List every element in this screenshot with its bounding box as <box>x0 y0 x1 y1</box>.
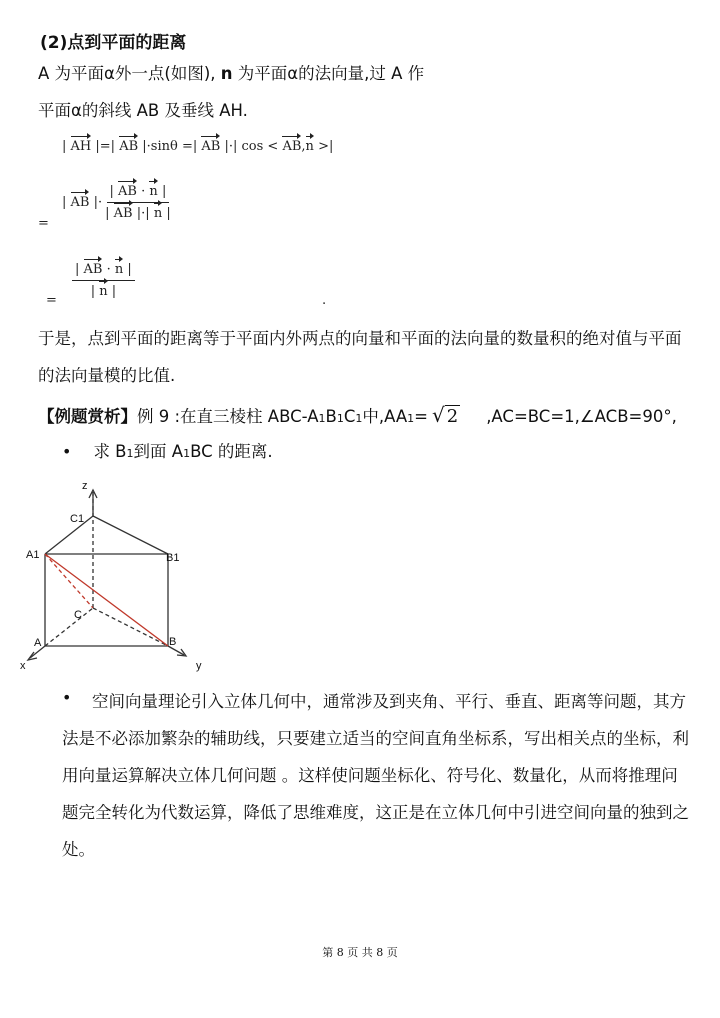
edge-ac-hidden <box>45 608 93 646</box>
label-z: z <box>82 480 88 492</box>
label-a: A <box>34 637 42 649</box>
ex-text: ,AC=BC=1,∠ACB=90°, <box>486 407 677 426</box>
vec-ab: AB <box>118 184 137 199</box>
question-line <box>62 444 273 461</box>
vec-n: n <box>149 184 158 199</box>
f1-end: >| <box>318 139 334 154</box>
closing-line: 处。 <box>62 840 95 859</box>
ex-text: 中,AA <box>362 407 408 426</box>
line-a1c <box>45 554 93 608</box>
label-c: C <box>74 609 82 621</box>
vec-n: n <box>305 139 314 154</box>
ex-text: C <box>343 407 356 426</box>
q-text: 到面 A <box>133 442 184 461</box>
f3-denominator: | n | <box>90 284 117 299</box>
closing-line: 法是不必添加繁杂的辅助线，只要建立适当的空间直角坐标系，写出相关点的坐标，利 <box>62 729 689 748</box>
edge-cb-hidden <box>93 608 168 646</box>
closing-bullet: • <box>62 688 72 707</box>
section-title: (2)点到平面的距离 <box>40 33 187 53</box>
f1-mid3: |·| cos < <box>224 139 279 154</box>
intro-line-1-post: 为平面α的法向量,过 A 作 <box>232 64 425 83</box>
vec-ab: AB <box>70 195 90 210</box>
sqrt-value: 2 <box>446 406 459 427</box>
formula-3 <box>72 262 135 299</box>
ex-text: 例 9 :在直三棱柱 ABC-A <box>137 407 319 426</box>
formula-3-period: . <box>322 293 327 308</box>
edge-a1c1 <box>45 516 93 554</box>
vec-n: n <box>114 262 124 277</box>
bullet: • <box>62 442 72 461</box>
vec-ab: AB <box>282 139 302 154</box>
normal-vector-n: n <box>220 64 233 83</box>
example-line <box>38 405 677 426</box>
conclusion-line-2: 的法向量模的比值. <box>38 366 176 385</box>
q-sub: 1 <box>183 447 191 460</box>
prism-figure <box>0 470 240 680</box>
vec-ah: AH <box>70 139 92 154</box>
vec-ab: AB <box>119 139 139 154</box>
sqrt-symbol: √ <box>431 403 445 427</box>
label-b: B <box>169 636 177 648</box>
page-footer: 第 8 页 共 8 页 <box>322 946 398 959</box>
f1-bar: | <box>62 139 67 154</box>
formula-2 <box>62 184 174 221</box>
conclusion-line-1: 于是，点到平面的距离等于平面内外两点的向量和平面的法向量的数量积的绝对值与平面 <box>38 329 682 348</box>
vec-n: n <box>99 284 108 299</box>
edge-c1b1 <box>93 516 168 554</box>
label-x: x <box>20 660 26 672</box>
intro-line-1 <box>38 66 424 83</box>
intro-line-1-pre: A 为平面α外一点(如图), <box>38 64 221 83</box>
closing-line: 空间向量理论引入立体几何中，通常涉及到夹角、平行、垂直、距离等问题，其方 <box>92 692 686 711</box>
ex-sub: 1 <box>355 412 363 425</box>
ex-sub: 1 <box>407 412 415 425</box>
q-text: 求 B <box>93 442 127 461</box>
f1-mid2: |·sinθ =| <box>142 139 198 154</box>
vec-n: n <box>153 206 163 221</box>
vec-ab: AB <box>201 139 221 154</box>
f2-bar: | <box>62 195 67 210</box>
vec-ab: AB <box>113 206 133 221</box>
formula-2-equals: = <box>38 216 49 231</box>
formula-3-equals: = <box>46 293 57 308</box>
label-a1: A1 <box>26 549 40 561</box>
ex-sub: 1 <box>318 412 326 425</box>
label-b1: B1 <box>166 552 180 564</box>
f2-denominator: | AB |·| n | <box>105 206 171 221</box>
ex-text: B <box>325 407 337 426</box>
sqrt-two <box>432 405 460 426</box>
formula-1 <box>62 139 333 154</box>
formula-3-fraction <box>72 262 135 299</box>
ex-sub: 1 <box>336 412 344 425</box>
f1-mid1: |=| <box>95 139 116 154</box>
closing-line: 题完全转化为代数运算，降低了思维难度，这正是在立体几何中引进空间向量的独到之 <box>62 803 689 822</box>
f1-comma: , <box>301 139 306 154</box>
label-y: y <box>196 660 202 672</box>
f2-tail: |· <box>93 195 103 210</box>
formula-2-fraction <box>102 184 174 221</box>
example-tag: 【例题赏析】 <box>38 407 137 426</box>
f2-numerator: | AB · n | <box>107 184 170 203</box>
f3-numerator: | AB · n | <box>72 262 135 281</box>
prism-edges <box>28 490 186 660</box>
q-text: BC 的距离. <box>190 442 273 461</box>
vec-ab: AB <box>83 262 103 277</box>
intro-line-2: 平面α的斜线 AB 及垂线 AH. <box>38 101 248 120</box>
ex-text: = <box>414 407 428 426</box>
label-c1: C1 <box>70 513 85 525</box>
q-sub: 1 <box>126 447 134 460</box>
closing-line: 用向量运算解决立体几何问题 。这样使问题坐标化、符号化、数量化，从而将推理问 <box>62 766 678 785</box>
